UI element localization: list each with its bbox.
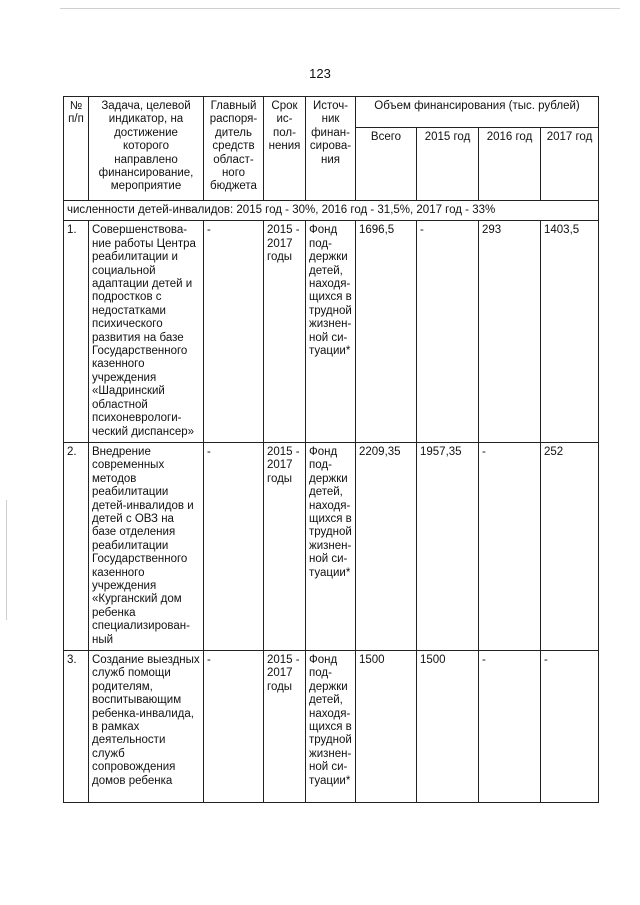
row-admin: - xyxy=(204,442,264,650)
row-num: 1. xyxy=(64,221,89,443)
row-task: Совершенствова-ние работы Центра реабилитации и социальной адаптации детей и подростков с недостатками психического развития на базе Государственного казенного учреждения «Шадринский областной психоневрологи-ческий диспансер» xyxy=(89,221,204,443)
row-term: 2015 - 2017 годы xyxy=(264,651,306,803)
row-total: 1500 xyxy=(356,651,417,803)
indicator-row xyxy=(64,201,599,221)
table-row xyxy=(64,651,599,803)
header-admin: Главный распоря-дитель средств област-ного бюджета xyxy=(204,97,264,201)
header-source: Источ-ник финан-сирова-ния xyxy=(306,97,356,201)
page-number: 123 xyxy=(309,66,331,81)
row-2016: - xyxy=(479,651,541,803)
row-total: 2209,35 xyxy=(356,442,417,650)
header-2015: 2015 год xyxy=(417,128,479,201)
row-2016: 293 xyxy=(479,221,541,443)
row-2017: 252 xyxy=(541,442,599,650)
row-source: Фонд под-держки детей, находя-щихся в трудной жизнен-ной си-туации* xyxy=(306,442,356,650)
row-admin: - xyxy=(204,651,264,803)
financing-table xyxy=(63,96,599,803)
scan-artifact-left xyxy=(6,500,7,620)
row-2017: 1403,5 xyxy=(541,221,599,443)
header-total: Всего xyxy=(356,128,417,201)
header-term: Срок ис-пол-нения xyxy=(264,97,306,201)
header-row-1 xyxy=(64,97,599,128)
row-term: 2015 - 2017 годы xyxy=(264,442,306,650)
row-num: 3. xyxy=(64,651,89,803)
header-num: № п/п xyxy=(64,97,89,201)
row-source: Фонд под-держки детей, находя-щихся в трудной жизнен-ной си-туации* xyxy=(306,651,356,803)
row-2015: - xyxy=(417,221,479,443)
header-2017: 2017 год xyxy=(541,128,599,201)
header-2016: 2016 год xyxy=(479,128,541,201)
row-num: 2. xyxy=(64,442,89,650)
indicator-text: численности детей-инвалидов: 2015 год - 30%, 2016 год - 31,5%, 2017 год - 33% xyxy=(64,201,599,221)
row-term: 2015 - 2017 годы xyxy=(264,221,306,443)
header-financing: Объем финансирования (тыс. рублей) xyxy=(356,97,599,128)
row-total: 1696,5 xyxy=(356,221,417,443)
row-2016: - xyxy=(479,442,541,650)
table-row xyxy=(64,442,599,650)
row-2017: - xyxy=(541,651,599,803)
row-admin: - xyxy=(204,221,264,443)
scan-artifact-top xyxy=(60,8,620,9)
table-row xyxy=(64,221,599,443)
header-task: Задача, целевой индикатор, на достижение которого направлено финансирование, мероприятие xyxy=(89,97,204,201)
row-task: Создание выездных служб помощи родителям, воспитывающим ребенка-инвалида, в рамках деятельности служб сопровождения домов ребенка xyxy=(89,651,204,803)
row-source: Фонд под-держки детей, находя-щихся в трудной жизнен-ной си-туации* xyxy=(306,221,356,443)
row-task: Внедрение современных методов реабилитации детей-инвалидов и детей с ОВЗ на базе отделения реабилитации Государственного казенного учреждения «Курганский дом ребенка специализирован-ный xyxy=(89,442,204,650)
row-2015: 1500 xyxy=(417,651,479,803)
row-2015: 1957,35 xyxy=(417,442,479,650)
